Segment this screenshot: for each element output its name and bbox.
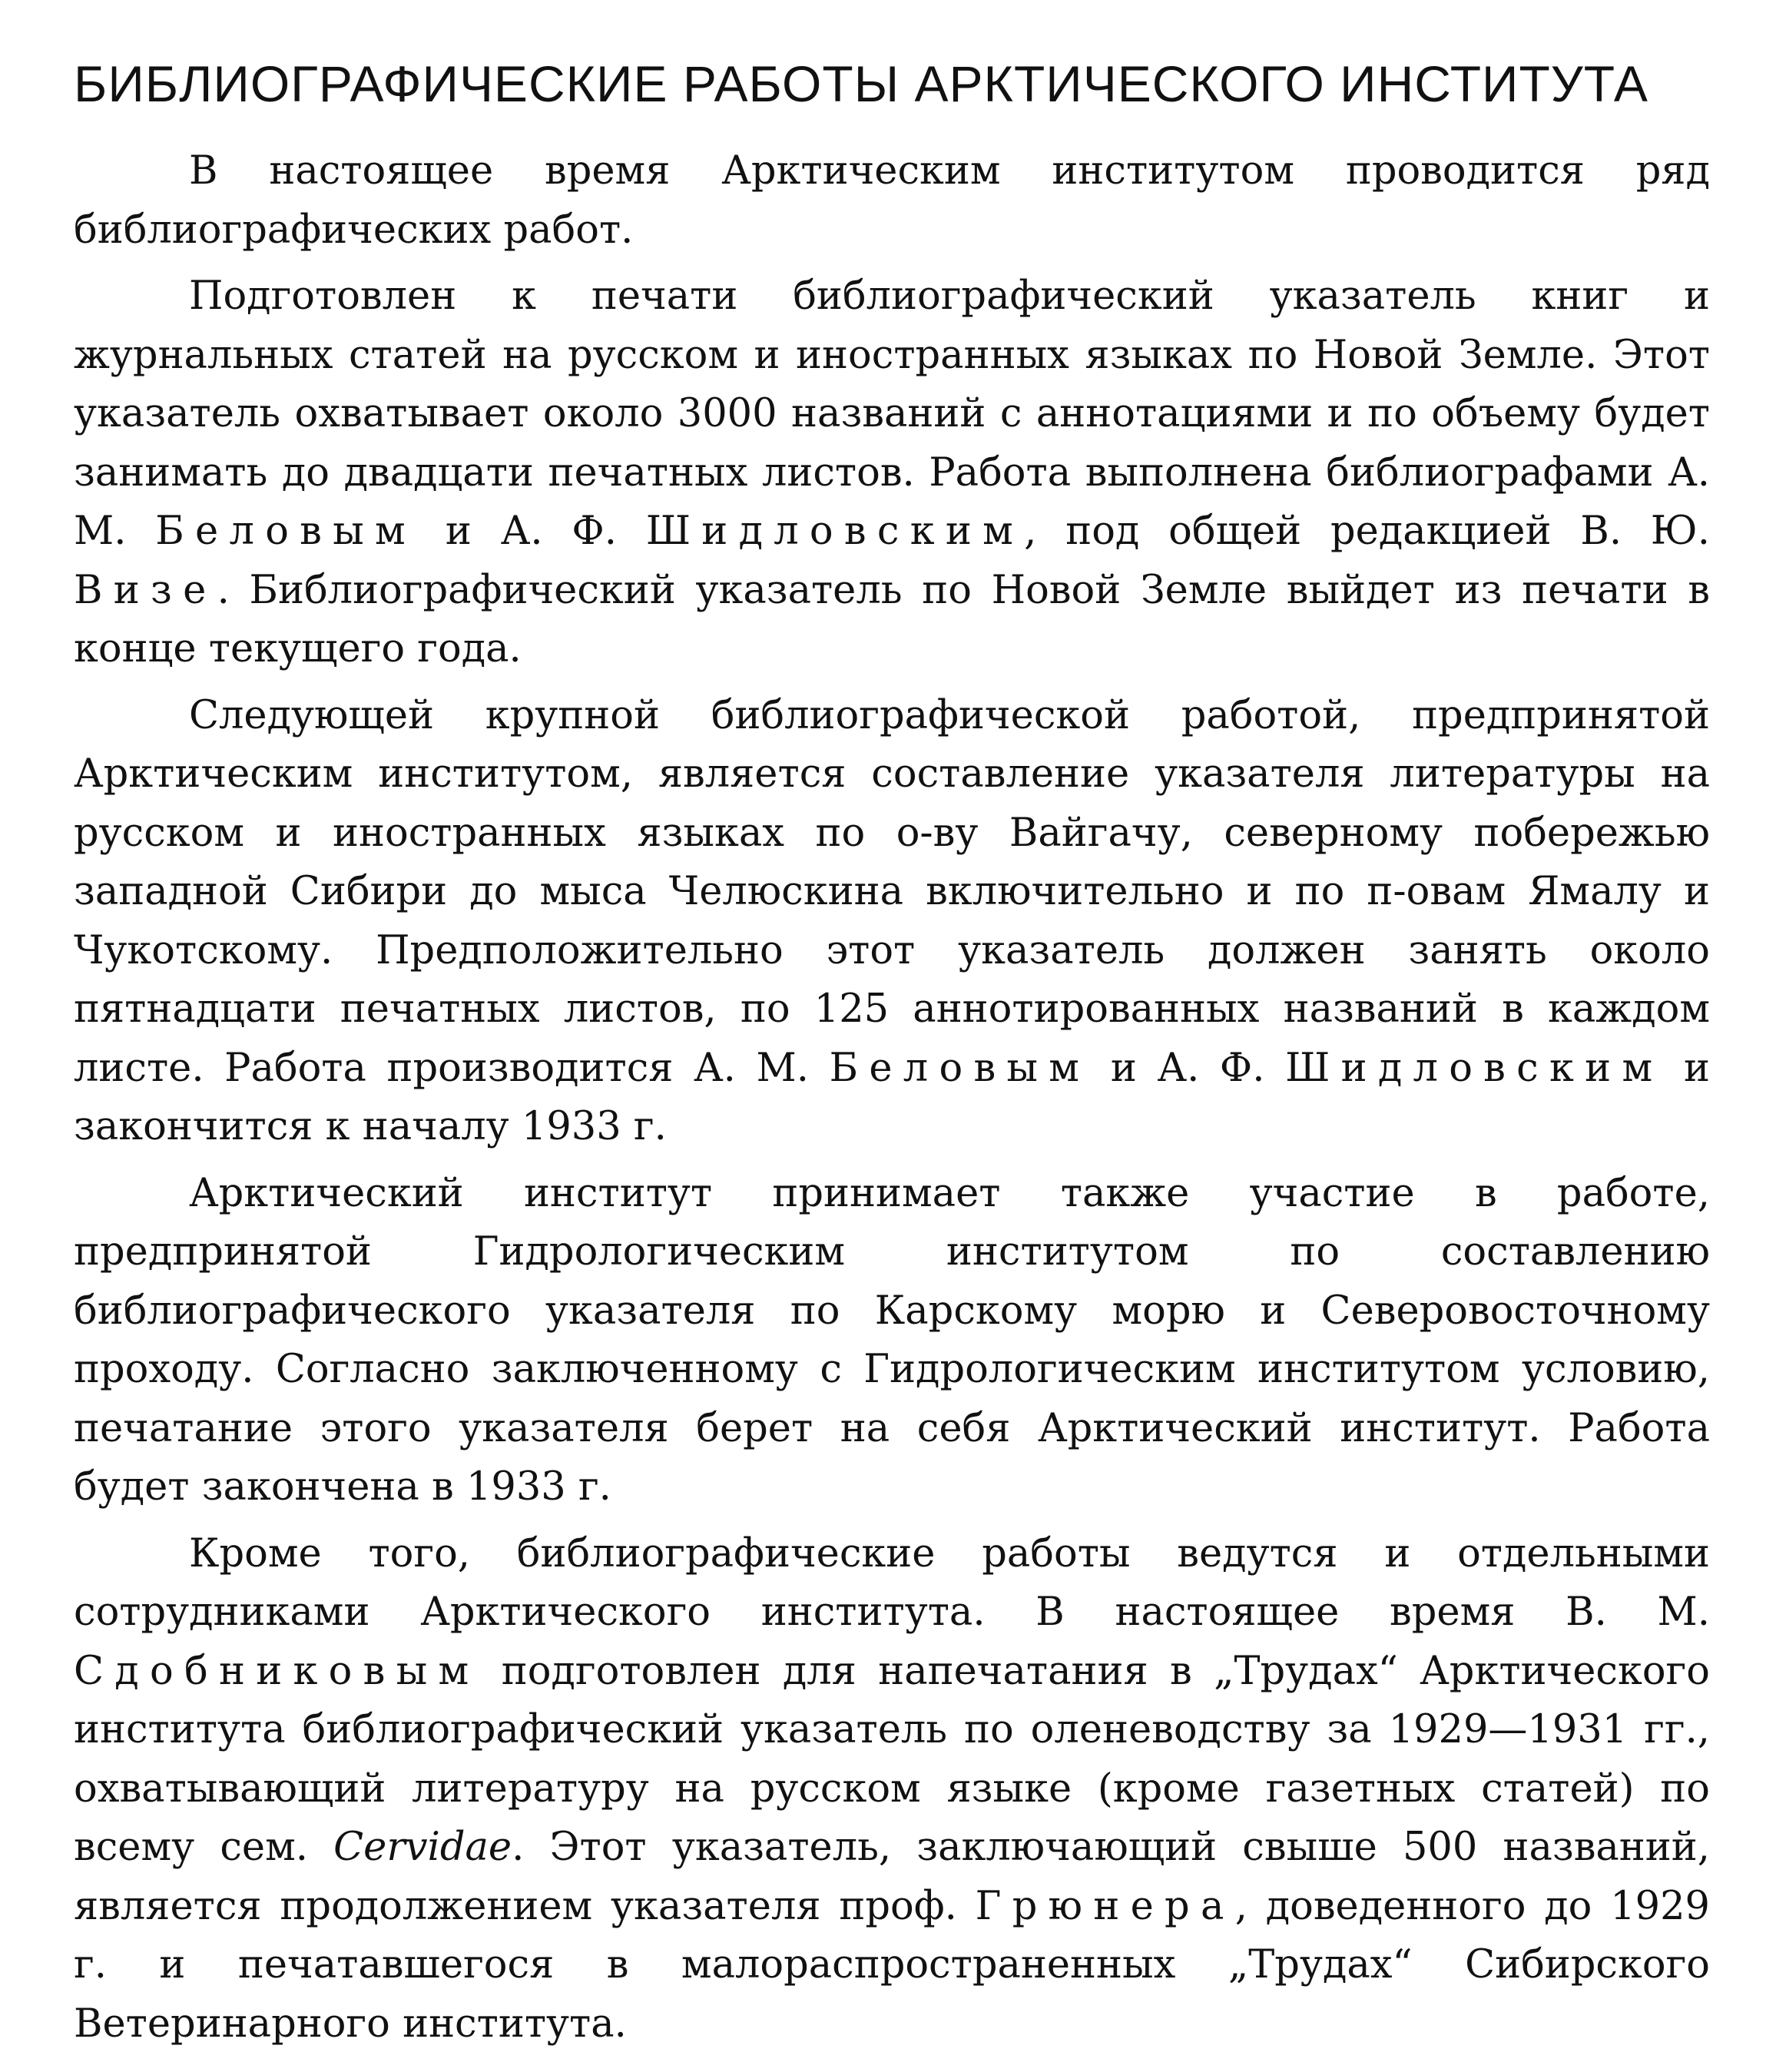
paragraph-2-text-b: и А. Ф. [416,509,646,555]
author-name-sdobnikov: Сдобниковым [74,1648,480,1694]
author-name-belov: Беловым [155,509,416,555]
paragraph-2-text-a: Подготовлен к печати библиографический указатель книг и журнальных статей на русском и иностранных языках по Новой Земле. Этот указатель охватывает около 3000 названий с аннотациями и по объему будет занимать до двадцати печатных листов. Работа выполнена библиографами А. М. [74,274,1710,555]
author-name-shidlovsky: Шидловским [645,509,1025,555]
paragraph-1-text: В настоящее время Арктическим институтом проводится ряд библиографических работ. [74,148,1710,253]
paragraph-3-text-b: и А. Ф. [1090,1045,1286,1091]
paragraph-5-text-a: Кроме того, библиографические работы ведутся и отдельными сотрудниками Арктического института. В настоящее время В. М. [74,1530,1710,1636]
paragraph-2 [74,267,1710,679]
paragraph-3 [74,687,1710,1157]
paragraph-5 [74,1525,1710,2054]
editor-name-vize: Визе [74,567,217,613]
paragraph-3-text-a: Следующей крупной библиографической работой, предпринятой Арктическим институтом, является составление указателя литературы на русском и иностранных языках по о-ву Вайгачу, северному побережью западной Сибири до мыса Челюскина включительно и по п-овам Ямалу и Чукотскому. Предположительно этот указатель должен занять около пятнадцати печатных листов, по 125 аннотированных названий в каждом листе. Работа производится А. М. [74,692,1710,1091]
page-title: БИБЛИОГРАФИЧЕСКИЕ РАБОТЫ АРКТИЧЕСКОГО ИНСТИТУТА [74,55,1648,112]
paragraph-3-text-c: и закончится к началу 1933 г. [74,1045,1711,1150]
latin-term-cervidae: Cervidae [333,1825,512,1871]
document-page [74,54,1710,2061]
paragraph-2-text-d: . Библиографический указатель по Новой Земле выйдет из печати в конце текущего года. [74,567,1710,672]
paragraph-5-text-d: , доведенного до 1929 г. и печатавшегося в малораспространенных „Трудах“ Сибирского Ветеринарного института. [74,1883,1710,2047]
paragraph-4-text: Арктический институт принимает также участие в работе, предпринятой Гидрологическим институтом по составлению библиографического указателя по Карскому морю и Северовосточному проходу. Согласно заключенному с Гидрологическим институтом условию, печатание этого указателя берет на себя Арктический институт. Работа будет закончена в 1933 г. [74,1170,1710,1510]
paragraph-5-text-c: . Этот указатель, заключающий свыше 500 названий, является продолжением указателя проф. [74,1825,1710,1929]
paragraph-2-text-c: , под общей редакцией В. Ю. [1024,509,1710,555]
paragraph-1 [74,142,1710,260]
author-name-belov: Беловым [829,1045,1091,1091]
author-name-gruner: Грюнера [975,1883,1235,1929]
paragraph-4 [74,1165,1710,1517]
author-name-shidlovsky: Шидловским [1285,1045,1664,1091]
paragraph-5-text-b: подготовлен для напечатания в „Трудах“ Арктического института библиографический указатель по оленеводству за 1929—1931 гг., охватывающий литературу на русском языке (кроме газетных статей) по всему сем. [74,1648,1710,1871]
